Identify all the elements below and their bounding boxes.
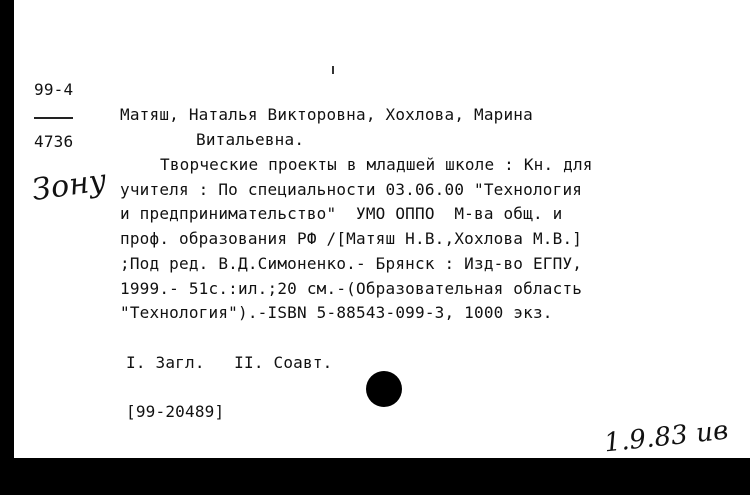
body-line: и предпринимательство" УМО ОППО М-ва общ. и	[120, 204, 563, 223]
tracings-line: I. Загл. II. Соавт.	[126, 353, 333, 372]
body-line: учителя : По специальности 03.06.00 "Технология	[120, 180, 583, 199]
body-line: проф. образования РФ /[Матяш Н.В.,Хохлова М.В.]	[120, 229, 583, 248]
body-line: 1999.- 51с.:ил.;20 см.-(Образовательная область	[120, 279, 583, 298]
author-heading-line2: Витальевна.	[196, 130, 305, 149]
record-number: [99-20489]	[126, 402, 225, 421]
ink-speck	[332, 66, 334, 74]
body-line: Творческие проекты в младшей школе : Кн. для	[160, 155, 593, 174]
call-number-top: 99-4	[34, 80, 74, 99]
catalog-card	[14, 0, 750, 458]
call-number-bottom: 4736	[34, 132, 74, 151]
call-number-divider	[34, 117, 73, 119]
handwritten-mark: Зону	[29, 162, 109, 209]
ink-blot	[366, 371, 402, 407]
body-line: "Технология").-ISBN 5-88543-099-3, 1000 экз.	[120, 303, 553, 322]
body-line: ;Под ред. В.Д.Симоненко.- Брянск : Изд-во ЕГПУ,	[120, 254, 583, 273]
author-heading-line1: Матяш, Наталья Викторовна, Хохлова, Марина	[120, 105, 533, 124]
handwritten-date: 1.9.83 ив	[602, 415, 730, 459]
